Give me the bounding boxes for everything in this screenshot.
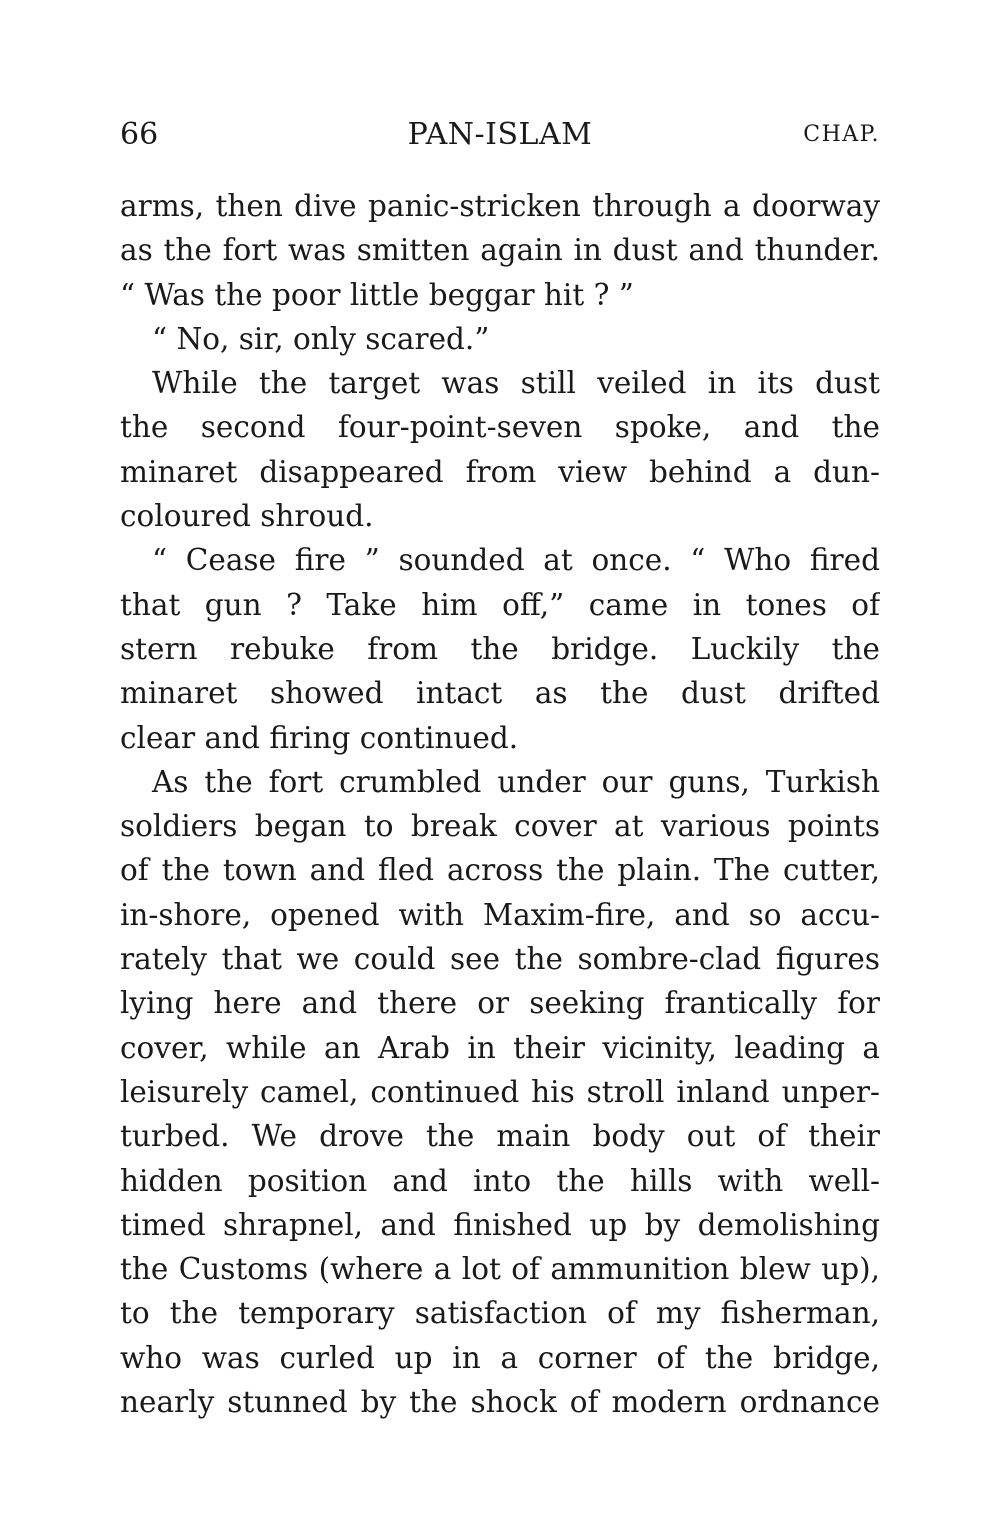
text-line: leisurely camel, continued his stroll inland unper- [120,1074,880,1109]
text-line: the Customs (where a lot of ammunition blew up), [120,1252,880,1287]
text-line: of the town and fled across the plain. The cutter, [120,853,880,888]
text-line: “ No, sir, only scared.” [152,321,490,356]
text-line: hidden position and into the hills with well- [120,1163,880,1198]
text-line: timed shrapnel, and finished up by demolishing [120,1207,880,1242]
text-line: soldiers began to break cover at various points [120,809,880,844]
text-line: the second four-point-seven spoke, and the [120,410,880,445]
text-line: coloured shroud. [120,499,374,534]
text-line: that gun ? Take him off,” came in tones of [120,587,880,622]
text-line: arms, then dive panic-stricken through a doorway [120,189,880,223]
book-page [120,0,880,1530]
text-line: cover, while an Arab in their vicinity, leading a [120,1030,880,1065]
text-line: While the target was still veiled in its dust [152,366,880,401]
text-line: nearly stunned by the shock of modern ordnance [120,1385,880,1420]
running-title: PAN-ISLAM [407,117,593,152]
text-line: “ Was the poor little beggar hit ? ” [120,277,634,312]
text-line: stern rebuke from the bridge. Luckily the [120,631,880,666]
text-line: “ Cease fire ” sounded at once. “ Who fired [152,543,880,578]
text-line: turbed. We drove the main body out of their [120,1119,880,1154]
text-line: who was curled up in a corner of the bridge, [120,1340,880,1375]
text-line: lying here and there or seeking frantically for [120,986,880,1021]
running-head [120,112,880,158]
text-line: clear and firing continued. [120,720,519,755]
text-line: minaret disappeared from view behind a dun- [120,454,880,489]
text-line: in-shore, opened with Maxim-fire, and so accu- [120,897,880,932]
text-line: as the fort was smitten again in dust and thunder. [120,233,880,268]
body-text [120,184,880,1424]
text-line: to the temporary satisfaction of my fisherman, [120,1296,880,1331]
page-number: 66 [120,117,159,152]
text-line: rately that we could see the sombre-clad figures [120,942,880,977]
chapter-label: CHAP. [803,122,880,147]
text-line: minaret showed intact as the dust drifted [120,676,880,711]
text-line: As the fort crumbled under our guns, Turkish [152,764,880,799]
